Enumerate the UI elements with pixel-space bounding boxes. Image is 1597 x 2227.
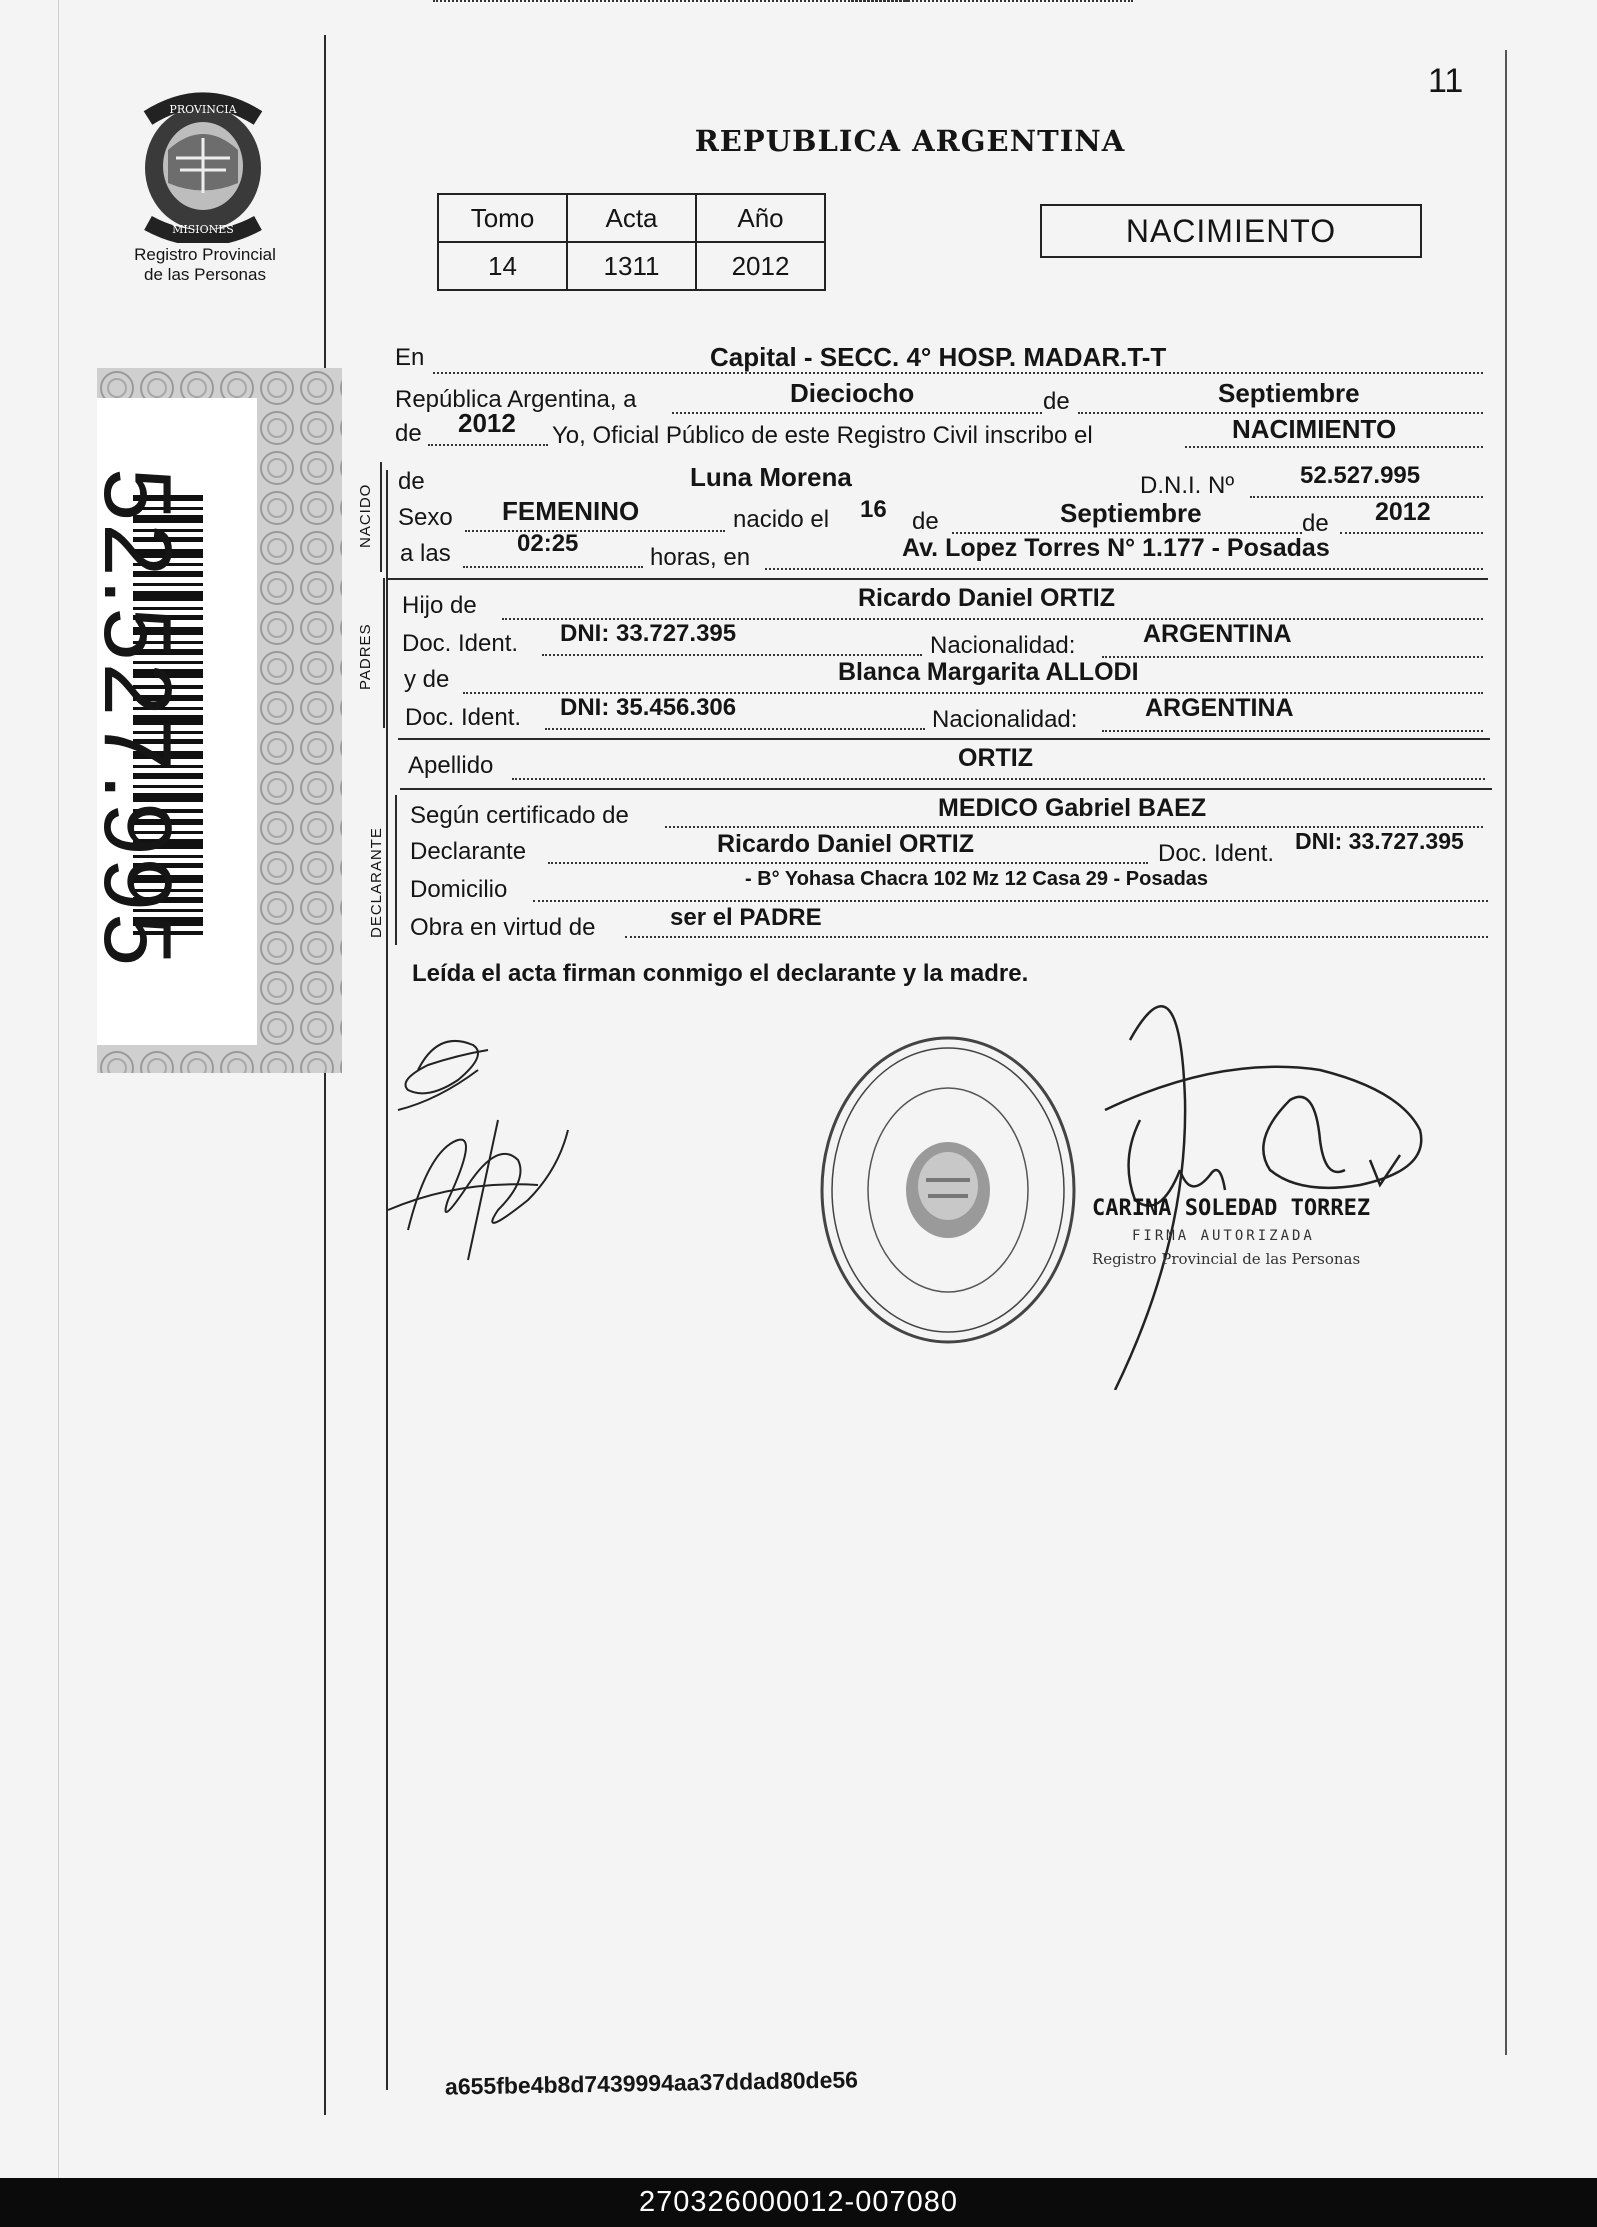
declarante-label: Declarante (410, 838, 527, 865)
de2-label: de (395, 420, 422, 447)
country-title: REPUBLICA ARGENTINA (694, 124, 1126, 158)
officer-role: FIRMA AUTORIZADA (1132, 1228, 1315, 1244)
nombre-value: Luna Morena (690, 462, 852, 492)
officer-office: Registro Provincial de las Personas (1092, 1250, 1361, 1268)
apellido-value: ORTIZ (958, 744, 1033, 772)
nacido-dia-value: 16 (860, 496, 887, 523)
apellido-label: Apellido (408, 752, 494, 779)
padre-nacionalidad-label: Nacionalidad: (930, 632, 1076, 659)
domicilio-value: - B° Yohasa Chacra 102 Mz 12 Casa 29 - Posadas (745, 868, 1209, 890)
tomo-header: Tomo (438, 194, 567, 242)
lugar-value: Av. Lopez Torres N° 1.177 - Posadas (902, 534, 1330, 562)
nacido-mes-value: Septiembre (1060, 498, 1202, 528)
domicilio-label: Domicilio (410, 876, 508, 903)
apellido-dots (512, 778, 1485, 780)
closing-statement: Leída el acta firman conmigo el declarante y la madre. (412, 960, 1029, 987)
de-label: de (1043, 388, 1070, 415)
section-label-padres: PADRES (357, 623, 374, 690)
padres-bracket (383, 578, 385, 728)
declarant-signature (378, 1010, 578, 1280)
certificado-value: MEDICO Gabriel BAEZ (938, 794, 1207, 822)
form-column-line (386, 470, 388, 2090)
province-seal-logo (128, 88, 278, 243)
en-value: Capital - SECC. 4° HOSP. MADAR.T-T (710, 342, 1167, 372)
section-label-nacido: NACIDO (357, 483, 374, 548)
horas-en-label: horas, en (650, 544, 751, 571)
month-value: Septiembre (1218, 378, 1360, 408)
anio-value: 2012 (696, 242, 825, 290)
year-value: 2012 (458, 408, 516, 438)
padre-doc-label: Doc. Ident. (402, 630, 519, 657)
madre-doc-label: Doc. Ident. (405, 704, 522, 731)
declarante-bracket (395, 795, 397, 945)
nacido-anio-value: 2012 (1375, 498, 1431, 526)
republica-label: República Argentina, a (395, 386, 637, 413)
apellido-declarante-divider (400, 788, 1492, 790)
lugar-dots (765, 568, 1483, 570)
dni-dots (1250, 496, 1483, 498)
madre-value: Blanca Margarita ALLODI (838, 658, 1139, 686)
officer-signature (1100, 960, 1430, 1390)
barcode-number: 52.527.995 (84, 467, 191, 969)
year-dots (428, 444, 548, 446)
declarante-value: Ricardo Daniel ORTIZ (717, 830, 974, 858)
de4-label: de (1302, 510, 1329, 537)
acta-value: 1311 (567, 242, 696, 290)
y-de-label: y de (404, 666, 450, 693)
declarante-dni-value: DNI: 33.727.395 (1295, 828, 1464, 854)
logo-caption-line-2: de las Personas (144, 265, 266, 284)
inscribo-value: NACIMIENTO (1232, 414, 1397, 444)
padre-doc-dots (542, 654, 922, 656)
certificado-label: Según certificado de (410, 802, 629, 829)
obra-dots (625, 936, 1488, 938)
page-number: 11 (1428, 62, 1464, 100)
registry-table (437, 193, 826, 291)
sexo-value: FEMENINO (502, 496, 640, 526)
obra-value: ser el PADRE (670, 904, 822, 931)
logo-caption-line-1: Registro Provincial (134, 245, 276, 264)
sexo-label: Sexo (398, 504, 453, 531)
sexo-dots (465, 530, 725, 532)
de3-label: de (912, 508, 939, 535)
svg-text:PROVINCIA: PROVINCIA (169, 103, 237, 116)
madre-dni-value: DNI: 35.456.306 (560, 694, 737, 721)
yo-label: Yo, Oficial Público de este Registro Civil inscribo el (552, 422, 1093, 449)
madre-doc-dots (545, 728, 925, 730)
logo-column-line (324, 35, 326, 2115)
padre-nac-dots (1102, 656, 1483, 658)
madre-nac-dots (1102, 730, 1483, 732)
record-type-box: NACIMIENTO (1040, 204, 1422, 258)
dni-value: 52.527.995 (1300, 462, 1421, 489)
nacido-padres-divider (388, 578, 1488, 580)
padre-nac-value: ARGENTINA (1143, 620, 1292, 648)
hijo-de-label: Hijo de (402, 592, 477, 619)
declarante-dots (548, 862, 1148, 864)
padre-value: Ricardo Daniel ORTIZ (858, 584, 1115, 612)
nacido-bracket (380, 462, 382, 572)
hora-value: 02:25 (517, 530, 579, 557)
acta-header: Acta (567, 194, 696, 242)
inscribo-dots (1185, 446, 1483, 448)
day-value: Dieciocho (790, 378, 915, 408)
republica-dots (672, 412, 1042, 414)
nacido-de-label: de (398, 468, 425, 495)
left-margin-line (58, 0, 59, 2178)
padres-apellido-divider (398, 738, 1490, 740)
nacido-el-label: nacido el (733, 506, 830, 533)
anio-header: Año (696, 194, 825, 242)
declarante-doc-label: Doc. Ident. (1158, 840, 1275, 867)
padre-dni-value: DNI: 33.727.395 (560, 620, 737, 647)
nacido-anio-dots (1340, 532, 1483, 534)
nombre-dots (433, 0, 1133, 2)
hora-dots (463, 566, 643, 568)
official-stamp (800, 1020, 1100, 1380)
logo-caption (110, 245, 300, 285)
officer-name: CARINA SOLEDAD TORREZ (1092, 1196, 1371, 1221)
obra-label: Obra en virtud de (410, 914, 596, 941)
nacido-dia-dots (848, 0, 908, 2)
tomo-value: 14 (438, 242, 567, 290)
section-label-declarante: DECLARANTE (368, 827, 385, 938)
right-border-line (1505, 50, 1507, 2055)
footer-code: 270326000012-007080 (0, 2178, 1597, 2227)
madre-nacionalidad-label: Nacionalidad: (932, 706, 1078, 733)
a-las-label: a las (400, 540, 451, 567)
en-label: En (395, 344, 425, 371)
domicilio-dots (533, 900, 1488, 902)
document-hash: a655fbe4b8d7439994aa37ddad80de56 (444, 2066, 859, 2100)
svg-text:MISIONES: MISIONES (172, 223, 234, 236)
dni-label: D.N.I. Nº (1140, 472, 1235, 499)
madre-nac-value: ARGENTINA (1145, 694, 1294, 722)
